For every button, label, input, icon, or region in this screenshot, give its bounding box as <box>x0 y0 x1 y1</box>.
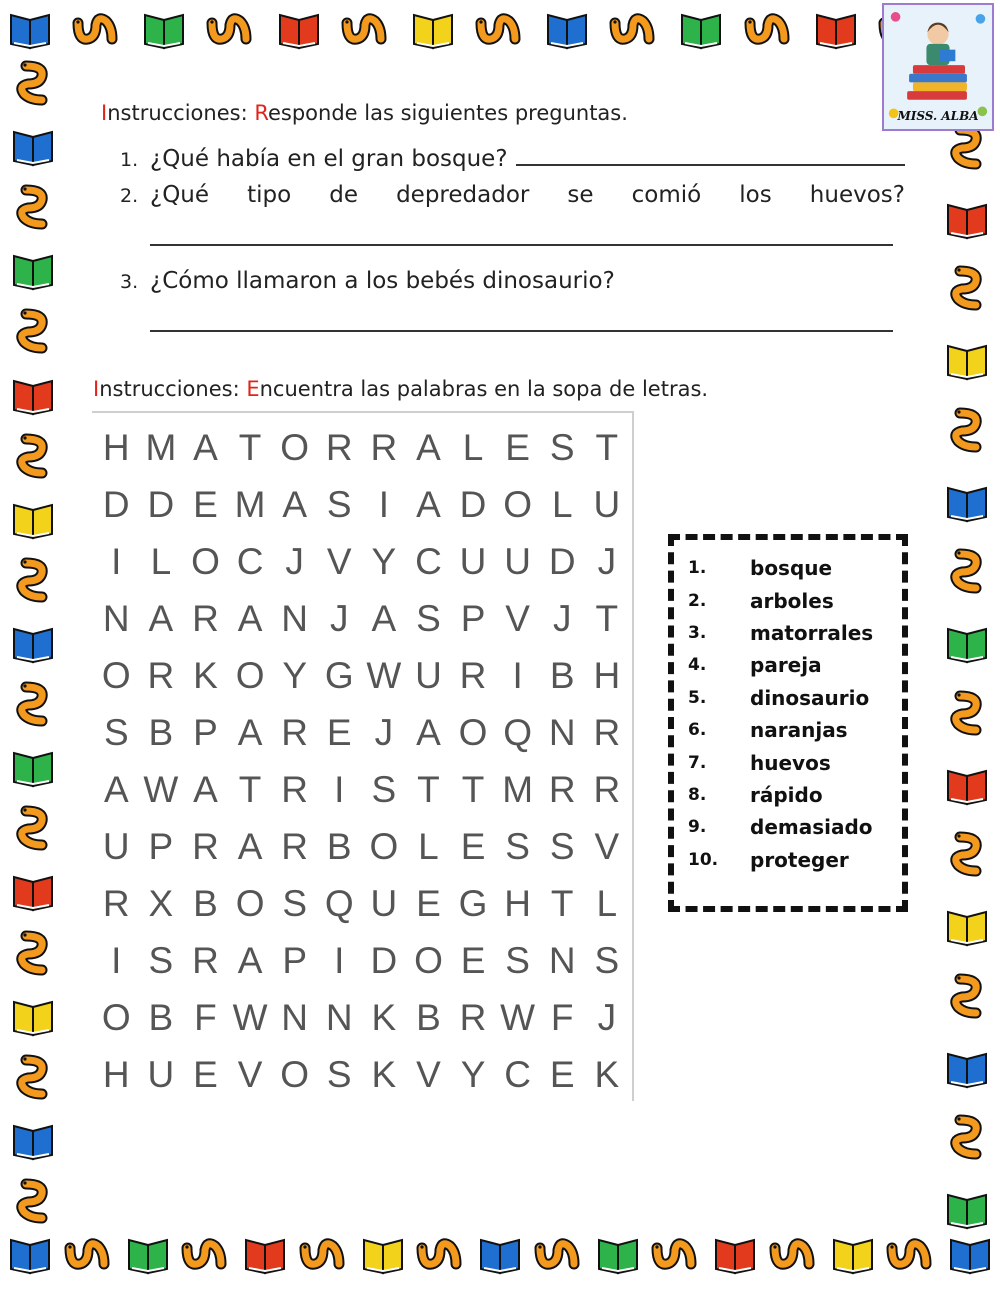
book-icon <box>8 12 52 50</box>
question-word: ¿Qué <box>150 182 210 208</box>
grid-letter[interactable]: H <box>593 654 621 696</box>
grid-letter[interactable]: L <box>418 825 439 867</box>
grid-letter[interactable]: V <box>594 825 620 867</box>
worm-icon <box>950 548 984 600</box>
grid-letter[interactable]: E <box>326 711 352 753</box>
question-word: comió <box>631 182 702 208</box>
grid-letter[interactable]: S <box>326 483 352 525</box>
grid-letter[interactable]: D <box>102 483 130 525</box>
word-text: proteger <box>750 847 849 872</box>
grid-letter[interactable]: A <box>416 426 441 468</box>
question-text <box>150 182 905 208</box>
instruction-initial: R <box>254 101 268 125</box>
answer-line-2[interactable] <box>150 218 893 246</box>
grid-letter[interactable]: R <box>548 768 576 810</box>
grid-letter[interactable]: A <box>237 711 263 753</box>
grid-letter[interactable]: W <box>143 768 179 810</box>
grid-letter[interactable]: N <box>325 996 353 1038</box>
worm-icon <box>16 1178 50 1230</box>
worm-icon <box>16 184 50 236</box>
instruction-initial: I <box>101 101 108 125</box>
book-icon <box>948 1237 992 1275</box>
grid-letter[interactable]: U <box>593 483 621 525</box>
grid-letter[interactable]: K <box>193 654 218 696</box>
grid-letter[interactable]: H <box>102 1053 130 1095</box>
question-word: se <box>567 182 594 208</box>
worm-icon <box>950 124 984 176</box>
grid-letter[interactable]: R <box>281 711 309 753</box>
grid-letter[interactable]: L <box>150 540 172 582</box>
answer-line-1[interactable] <box>516 148 905 166</box>
grid-letter[interactable]: T <box>550 882 574 924</box>
grid-letter[interactable]: V <box>326 540 352 582</box>
grid-letter[interactable]: E <box>193 1053 218 1095</box>
grid-letter[interactable]: R <box>281 768 309 810</box>
word-list-item <box>688 714 888 746</box>
worm-icon <box>206 13 256 49</box>
grid-letter[interactable]: E <box>549 1053 575 1095</box>
grid-letter[interactable]: U <box>370 882 398 924</box>
instruction-text: nstrucciones: <box>107 101 255 125</box>
grid-letter[interactable]: T <box>238 768 262 810</box>
worm-icon <box>416 1238 466 1274</box>
grid-letter[interactable]: W <box>366 654 402 696</box>
worm-icon <box>950 973 984 1025</box>
book-icon <box>277 12 321 50</box>
book-icon <box>596 1237 640 1275</box>
instructions-questions <box>101 101 628 125</box>
word-text: rápido <box>750 782 823 807</box>
book-icon <box>11 999 55 1037</box>
word-list-item <box>688 552 888 584</box>
worm-icon <box>16 557 50 609</box>
instruction-text: nstrucciones: <box>99 377 247 401</box>
worm-icon <box>744 13 794 49</box>
right-border <box>938 60 996 1230</box>
worm-icon <box>16 1054 50 1106</box>
grid-letter[interactable]: K <box>594 1053 620 1095</box>
question-1 <box>120 146 905 172</box>
grid-letter[interactable]: Q <box>324 882 354 924</box>
instruction-initial: I <box>93 377 100 401</box>
book-icon <box>243 1237 287 1275</box>
book-icon <box>814 12 858 50</box>
grid-letter[interactable]: J <box>285 540 304 582</box>
book-icon <box>11 502 55 540</box>
instruction-text: esponde las siguientes preguntas. <box>267 101 628 125</box>
grid-letter[interactable]: F <box>550 996 574 1038</box>
word-number: 2. <box>688 590 707 611</box>
grid-letter[interactable]: A <box>416 711 441 753</box>
instructions-word-search <box>93 377 708 401</box>
grid-letter[interactable]: E <box>460 825 486 867</box>
grid-letter[interactable]: A <box>416 483 441 525</box>
grid-letter[interactable]: C <box>415 540 442 582</box>
worm-icon <box>534 1238 584 1274</box>
question-word: de <box>329 182 359 208</box>
book-icon <box>713 1237 757 1275</box>
book-icon <box>945 202 989 240</box>
grid-letter[interactable]: K <box>371 996 397 1038</box>
grid-letter[interactable]: L <box>551 483 573 525</box>
word-number: 4. <box>688 655 707 676</box>
grid-letter[interactable]: B <box>326 825 352 867</box>
grid-letter[interactable]: G <box>324 654 354 696</box>
book-icon <box>11 874 55 912</box>
question-text: ¿Cómo llamaron a los bebés dinosaurio? <box>150 268 615 294</box>
grid-letter[interactable]: D <box>147 483 175 525</box>
question-2 <box>120 182 905 208</box>
word-search-grid <box>94 419 630 1103</box>
book-icon <box>945 343 989 381</box>
grid-letter[interactable]: J <box>597 996 617 1038</box>
grid-letter[interactable]: P <box>193 711 218 753</box>
grid-letter[interactable]: Y <box>460 1053 486 1095</box>
grid-letter[interactable]: Y <box>371 540 397 582</box>
grid-letter[interactable]: A <box>237 939 263 981</box>
grid-letter[interactable]: O <box>235 654 265 696</box>
grid-letter[interactable]: O <box>280 1053 310 1095</box>
grid-letter[interactable]: S <box>549 825 575 867</box>
word-text: huevos <box>750 750 831 775</box>
book-icon <box>11 1123 55 1161</box>
worm-icon <box>950 265 984 317</box>
word-list-item <box>688 617 888 649</box>
grid-letter[interactable]: B <box>148 996 174 1038</box>
book-icon <box>11 626 55 664</box>
book-icon <box>831 1237 875 1275</box>
grid-letter[interactable]: O <box>414 939 443 981</box>
word-list-item <box>688 779 888 811</box>
question-number: 1. <box>120 149 139 171</box>
worm-icon <box>651 1238 701 1274</box>
book-icon <box>679 12 723 50</box>
word-number: 3. <box>688 622 707 643</box>
grid-letter[interactable]: E <box>416 882 441 924</box>
grid-letter[interactable]: A <box>103 768 129 810</box>
book-icon <box>945 626 989 664</box>
word-list-item <box>688 746 888 778</box>
worm-icon <box>16 60 50 112</box>
grid-letter[interactable]: S <box>148 939 174 981</box>
grid-letter[interactable]: S <box>371 768 397 810</box>
grid-letter[interactable]: A <box>237 597 263 639</box>
question-list <box>120 146 905 354</box>
grid-letter[interactable]: R <box>325 426 353 468</box>
grid-letter[interactable]: Q <box>503 711 533 753</box>
word-text: arboles <box>750 588 834 613</box>
word-text: pareja <box>750 653 822 678</box>
word-list-item <box>688 584 888 616</box>
top-border <box>0 2 1000 60</box>
grid-letter[interactable]: S <box>505 939 530 981</box>
book-icon <box>11 129 55 167</box>
grid-letter[interactable]: J <box>330 597 349 639</box>
grid-letter[interactable]: R <box>281 825 309 867</box>
grid-letter[interactable]: S <box>594 939 620 981</box>
book-icon <box>945 768 989 806</box>
worm-icon <box>181 1238 231 1274</box>
grid-letter[interactable]: P <box>148 825 174 867</box>
book-icon <box>945 485 989 523</box>
grid-letter[interactable]: H <box>504 882 531 924</box>
book-icon <box>11 378 55 416</box>
grid-letter[interactable]: R <box>192 825 219 867</box>
word-search-panel <box>92 411 634 1101</box>
book-icon <box>361 1237 405 1275</box>
worm-icon <box>64 1238 114 1274</box>
word-list-item <box>688 649 888 681</box>
worm-icon <box>950 407 984 459</box>
grid-letter[interactable]: T <box>417 768 440 810</box>
grid-letter[interactable]: E <box>193 483 218 525</box>
grid-letter[interactable]: P <box>282 939 308 981</box>
grid-letter[interactable]: R <box>593 711 621 753</box>
grid-letter[interactable]: B <box>416 996 441 1038</box>
grid-letter[interactable]: I <box>111 540 122 582</box>
grid-letter[interactable]: O <box>235 882 265 924</box>
book-icon <box>11 750 55 788</box>
grid-letter[interactable]: R <box>370 426 398 468</box>
grid-letter[interactable]: A <box>371 597 397 639</box>
worm-icon <box>475 13 525 49</box>
worm-icon <box>16 308 50 360</box>
grid-letter[interactable]: U <box>504 540 531 582</box>
grid-letter[interactable]: A <box>237 825 263 867</box>
word-number: 10. <box>688 849 719 870</box>
word-list-item <box>688 844 888 876</box>
grid-letter[interactable]: D <box>548 540 576 582</box>
worm-icon <box>950 831 984 883</box>
grid-letter[interactable]: R <box>192 597 219 639</box>
grid-letter[interactable]: W <box>232 996 268 1038</box>
grid-letter[interactable]: S <box>505 825 530 867</box>
grid-letter[interactable]: J <box>374 711 394 753</box>
book-icon <box>945 1051 989 1089</box>
grid-letter[interactable]: S <box>549 426 575 468</box>
word-number: 9. <box>688 817 707 838</box>
worm-icon <box>16 681 50 733</box>
grid-letter[interactable]: R <box>593 768 621 810</box>
grid-letter[interactable]: N <box>281 996 309 1038</box>
word-text: bosque <box>750 556 833 581</box>
grid-letter[interactable]: B <box>193 882 218 924</box>
question-number: 3. <box>120 271 139 293</box>
grid-letter[interactable]: I <box>111 939 122 981</box>
grid-letter[interactable]: M <box>145 426 177 468</box>
grid-letter[interactable]: A <box>282 483 308 525</box>
grid-letter[interactable]: N <box>548 939 576 981</box>
grid-letter[interactable]: H <box>102 426 130 468</box>
book-icon <box>126 1237 170 1275</box>
grid-letter[interactable]: J <box>552 597 572 639</box>
book-icon <box>411 12 455 50</box>
book-icon <box>11 253 55 291</box>
grid-letter[interactable]: U <box>147 1053 175 1095</box>
worm-icon <box>950 690 984 742</box>
grid-letter[interactable]: O <box>101 654 131 696</box>
grid-letter[interactable]: F <box>194 996 217 1038</box>
worm-icon <box>886 1238 936 1274</box>
word-number: 6. <box>688 720 707 741</box>
word-number: 1. <box>688 558 707 579</box>
worm-icon <box>72 13 122 49</box>
grid-letter[interactable]: P <box>460 597 486 639</box>
grid-letter[interactable]: C <box>236 540 264 582</box>
word-list-box <box>668 534 908 912</box>
word-list-item <box>688 811 888 843</box>
book-icon <box>142 12 186 50</box>
grid-letter[interactable]: J <box>597 540 617 582</box>
grid-letter[interactable]: V <box>505 597 530 639</box>
grid-letter[interactable]: I <box>378 483 389 525</box>
worm-icon <box>950 1114 984 1166</box>
word-text: matorrales <box>750 620 874 645</box>
question-text: ¿Qué había en el gran bosque? <box>150 146 508 172</box>
grid-letter[interactable]: U <box>415 654 442 696</box>
worm-icon <box>16 433 50 485</box>
book-icon <box>545 12 589 50</box>
question-word: tipo <box>247 182 292 208</box>
grid-letter[interactable]: N <box>548 711 576 753</box>
book-icon <box>945 1192 989 1230</box>
question-word: los <box>739 182 772 208</box>
word-number: 5. <box>688 687 707 708</box>
grid-letter[interactable]: T <box>595 426 619 468</box>
grid-letter[interactable]: A <box>148 597 174 639</box>
bottom-border <box>0 1227 1000 1285</box>
grid-letter[interactable]: D <box>459 483 487 525</box>
grid-letter[interactable]: O <box>191 540 220 582</box>
grid-letter[interactable]: O <box>280 426 310 468</box>
instruction-initial: E <box>246 377 260 401</box>
worm-icon <box>299 1238 349 1274</box>
word-text: demasiado <box>750 815 873 840</box>
worm-icon <box>16 805 50 857</box>
word-text: dinosaurio <box>750 685 870 710</box>
grid-letter[interactable]: U <box>102 825 130 867</box>
grid-letter[interactable]: T <box>595 597 619 639</box>
grid-letter[interactable]: A <box>193 768 218 810</box>
question-3 <box>120 268 905 294</box>
grid-letter[interactable]: R <box>459 654 487 696</box>
grid-letter[interactable]: W <box>500 996 536 1038</box>
word-text: naranjas <box>750 718 848 743</box>
grid-letter[interactable]: R <box>147 654 175 696</box>
grid-letter[interactable]: V <box>237 1053 263 1095</box>
book-icon <box>8 1237 52 1275</box>
grid-letter[interactable]: S <box>326 1053 352 1095</box>
word-number: 8. <box>688 784 707 805</box>
grid-letter[interactable]: O <box>503 483 533 525</box>
grid-letter[interactable]: R <box>102 882 130 924</box>
grid-letter[interactable]: S <box>282 882 308 924</box>
grid-letter[interactable]: R <box>459 996 487 1038</box>
grid-letter[interactable]: D <box>370 939 398 981</box>
worm-icon <box>341 13 391 49</box>
grid-letter[interactable]: O <box>101 996 131 1038</box>
book-icon <box>945 909 989 947</box>
miss-alba-logo <box>882 3 994 131</box>
grid-letter[interactable]: E <box>505 426 530 468</box>
grid-letter[interactable]: M <box>234 483 266 525</box>
instruction-text: ncuentra las palabras en la sopa de letras. <box>259 377 709 401</box>
grid-letter[interactable]: B <box>148 711 174 753</box>
grid-letter[interactable]: I <box>512 654 523 696</box>
worm-icon <box>769 1238 819 1274</box>
grid-letter[interactable]: R <box>192 939 219 981</box>
book-icon <box>478 1237 522 1275</box>
grid-letter[interactable]: T <box>461 768 485 810</box>
grid-letter[interactable]: S <box>103 711 129 753</box>
grid-letter[interactable]: I <box>334 939 345 981</box>
left-border <box>4 60 62 1230</box>
grid-letter[interactable]: O <box>458 711 488 753</box>
question-number: 2. <box>120 185 139 207</box>
grid-letter[interactable]: M <box>502 768 534 810</box>
word-number: 7. <box>688 752 707 773</box>
grid-letter[interactable]: X <box>148 882 174 924</box>
grid-letter[interactable]: L <box>596 882 618 924</box>
question-word: huevos? <box>809 182 905 208</box>
grid-letter[interactable]: C <box>504 1053 531 1095</box>
grid-letter[interactable]: Y <box>282 654 308 696</box>
grid-letter[interactable]: S <box>416 597 441 639</box>
grid-letter[interactable]: U <box>459 540 487 582</box>
grid-letter[interactable]: G <box>458 882 488 924</box>
word-list <box>688 552 888 876</box>
worm-icon <box>16 930 50 982</box>
logo-text: MISS. ALBA <box>897 109 979 123</box>
grid-letter[interactable]: K <box>371 1053 397 1095</box>
grid-letter[interactable]: E <box>460 939 486 981</box>
grid-letter[interactable]: O <box>369 825 399 867</box>
grid-letter[interactable]: L <box>462 426 484 468</box>
grid-letter[interactable]: N <box>102 597 130 639</box>
word-list-item <box>688 682 888 714</box>
grid-letter[interactable]: N <box>281 597 309 639</box>
worm-icon <box>609 13 659 49</box>
grid-letter[interactable]: V <box>416 1053 441 1095</box>
grid-letter[interactable]: T <box>238 426 262 468</box>
question-word: depredador <box>396 182 530 208</box>
grid-letter[interactable]: B <box>549 654 575 696</box>
grid-letter[interactable]: I <box>334 768 345 810</box>
answer-line-3[interactable] <box>150 304 893 332</box>
grid-letter[interactable]: A <box>193 426 218 468</box>
